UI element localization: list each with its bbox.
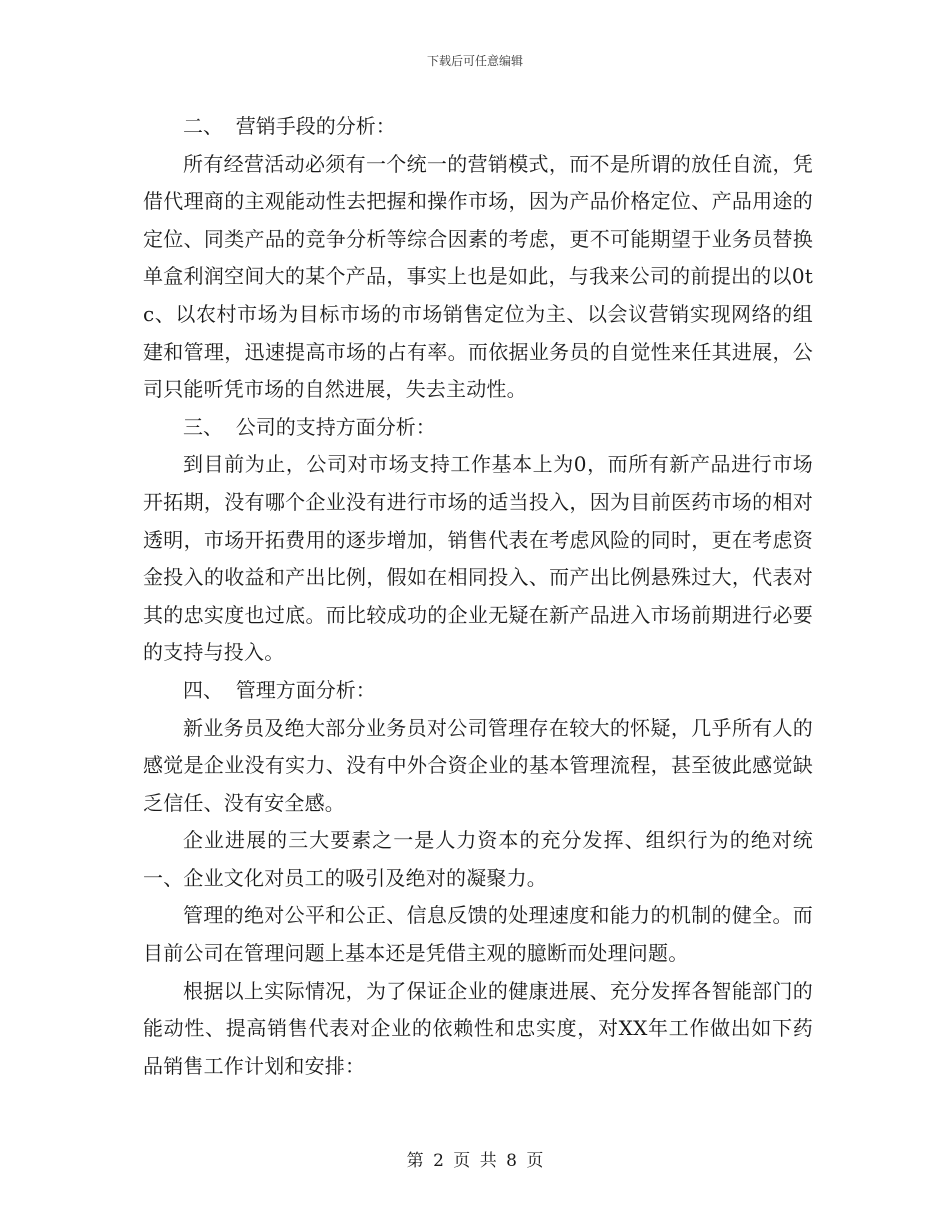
paragraph-support: 到目前为止，公司对市场支持工作基本上为0，而所有新产品进行市场开拓期，没有哪个企业没有进行市场的适当投入，因为目前医药市场的相对透明，市场开拓费用的逐步增加，销售代表在考虑风险的同时，更在考虑资金投入的收益和产出比例，假如在相同投入、而产出比例悬殊过大，代表对其的忠实度也过底。而比较成功的企业无疑在新产品进入市场前期进行必要的支持与投入。 xyxy=(143,452,813,665)
paragraph-three-elements: 企业进展的三大要素之一是人力资本的充分发挥、组织行为的绝对统一、企业文化对员工的吸引及绝对的凝聚力。 xyxy=(143,828,813,890)
page-number-footer: 第 2 页 共 8 页 xyxy=(406,1151,544,1171)
section-heading-support: 三、 公司的支持方面分析： xyxy=(183,414,436,439)
paragraph-marketing: 所有经营活动必须有一个统一的营销模式，而不是所谓的放任自流，凭借代理商的主观能动性去把握和操作市场，因为产品价格定位、产品用途的定位、同类产品的竞争分析等综合因素的考虑，更不可能期望于业务员替换单盒利润空间大的某个产品，事实上也是如此，与我来公司的前提出的以0tc、以农村市场为目标市场的市场销售定位为主、以会议营销实现网络的组建和管理，迅速提高市场的占有率。而依据业务员的自觉性来任其进展，公司只能听凭市场的自然进展，失去主动性。 xyxy=(143,151,813,402)
page-header: 下载后可任意编辑 xyxy=(426,54,523,68)
paragraph-management-doubt: 新业务员及绝大部分业务员对公司管理存在较大的怀疑，几乎所有人的感觉是企业没有实力、没有中外合资企业的基本管理流程，甚至彼此感觉缺乏信任、没有安全感。 xyxy=(143,715,813,815)
document-body xyxy=(143,108,813,1085)
paragraph-plan-intro: 根据以上实际情况，为了保证企业的健康进展、充分发挥各智能部门的能动性、提高销售代表对企业的依赖性和忠实度，对XX年工作做出如下药品销售工作计划和安排： xyxy=(143,978,813,1078)
paragraph-fairness: 管理的绝对公平和公正、信息反馈的处理速度和能力的机制的健全。而目前公司在管理问题上基本还是凭借主观的臆断而处理问题。 xyxy=(143,903,813,966)
section-heading-marketing: 二、 营销手段的分析： xyxy=(183,114,396,138)
section-heading-management: 四、 管理方面分析： xyxy=(183,677,376,702)
